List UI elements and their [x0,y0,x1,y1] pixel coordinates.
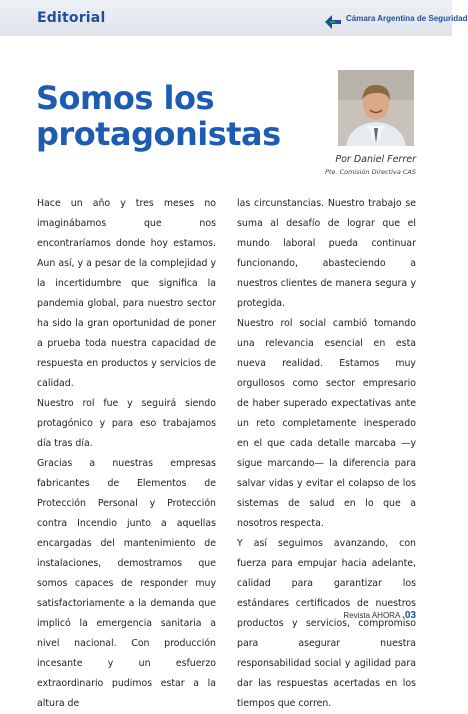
org-name: Cámara Argentina de Seguridad [346,14,468,23]
author-name: Por Daniel Ferrer [335,154,416,165]
author-portrait [338,70,414,146]
paragraph: Nuestro rol fue y seguirá siendo protagónico y para eso trabajamos día tras día. [37,398,216,449]
title-line-1: Somos los [36,79,215,117]
paragraph: Nuestro rol social cambió tomando una relevancia esencial en esta nueva realidad. Estamos muy orgullosos como sector empresario de haber superado expectativas ante un reto completamente inesperado en el que cada detalle marcaba —y sigue marcando— la diferencia para salvar vidas y evitar el colapso de los sistemas de salud en lo que a nosotros respecta. [237,318,416,529]
page-footer [343,610,416,621]
column-right [237,194,416,714]
author-portrait-image [338,70,414,146]
author-role: Pte. Comisión Directiva CAS [324,168,416,176]
column-left [37,194,216,714]
paragraph: Hace un año y tres meses no imaginábamos que nos encontraríamos donde hoy estamos. Aun así, y a pesar de la complejidad y la incertidumbre que significa la pandemia global, para nuestro sector ha sido la gran oportunidad de poner a prueba toda nuestra capacidad de respuesta en productos y servicios de calidad. [37,198,216,389]
paragraph: las circunstancias. Nuestro trabajo se suma al desafío de lograr que el mundo laboral pueda continuar funcionando, abasteciendo a nuestros clientes de manera segura y protegida. [237,198,416,309]
cas-logo-icon [323,12,343,32]
section-label: Editorial [37,10,106,26]
paragraph: Gracias a nuestras empresas fabricantes de Elementos de Protección Personal y Protección contra Incendio junto a aquellas encargadas del mantenimiento de instalaciones, demostramos que somos capaces de responder muy satisfactoriamente a la demanda que implicó la emergencia sanitaria a nivel nacional. Con producción incesante y un esfuerzo extraordinario pudimos estar a la altura de [37,458,216,709]
title-line-2: protagonistas [36,115,281,153]
page-number: .03 [402,610,416,621]
paragraph: Y así seguimos avanzando, con fuerza para empujar hacia adelante, calidad para garantizar los estándares certificados de nuestros productos y servicios, compromiso para asegurar nuestra responsabilidad social y agilidad para dar las respuestas acertadas en los tiempos que corren. [237,538,416,709]
magazine-name: Revista AHORA [343,611,400,620]
article-title [36,80,326,152]
